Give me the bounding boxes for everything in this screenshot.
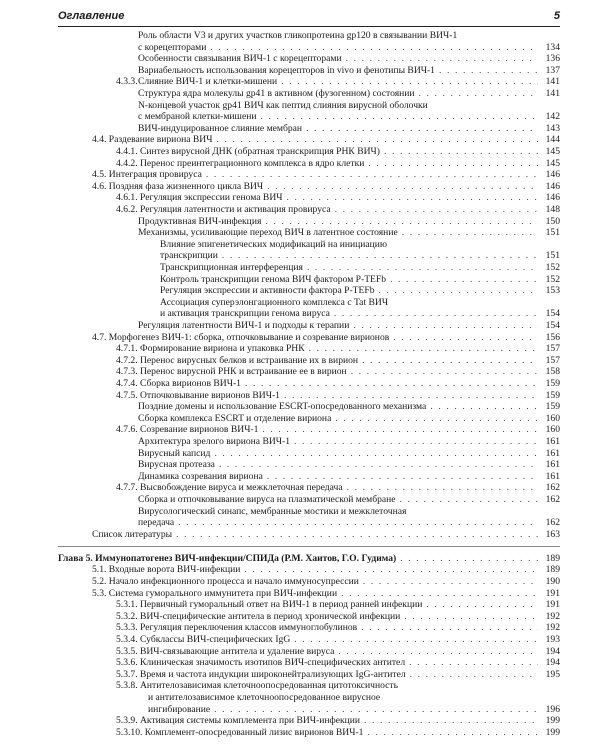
toc-entry xyxy=(0,482,600,494)
toc-page-number: 162 xyxy=(545,494,560,505)
toc-entry xyxy=(0,576,600,588)
toc-entry xyxy=(0,216,600,228)
toc-entry xyxy=(0,158,600,170)
toc-entry-title: 4.6. Поздняя фаза жизненного цикла ВИЧ xyxy=(92,180,264,192)
toc-entry xyxy=(0,53,600,65)
toc-page-number: 137 xyxy=(545,64,560,76)
dot-leader xyxy=(361,622,538,634)
toc-entry-title: 4.6.2. Регуляция латентности и активация провируса xyxy=(116,204,331,215)
toc-entry-title: Список литературы xyxy=(92,528,173,540)
toc-entry-title: 4.7.2. Перенос вирусных белков и встраивание их в вирион xyxy=(116,354,359,366)
toc-page-number: 194 xyxy=(545,657,560,669)
dot-leader xyxy=(426,599,538,611)
toc-entry xyxy=(0,588,600,600)
toc-entry xyxy=(0,669,600,681)
toc-page-number: 145 xyxy=(545,146,560,157)
toc-entry xyxy=(0,413,600,425)
dot-leader xyxy=(244,564,538,576)
toc-page-number: 152 xyxy=(545,262,560,273)
toc-page-number: 159 xyxy=(545,389,560,401)
toc-page-number: 136 xyxy=(545,53,560,65)
toc-page-number: 146 xyxy=(545,169,560,181)
toc-page-number: 145 xyxy=(545,157,560,169)
toc-page-number: 199 xyxy=(545,726,560,738)
dot-leader xyxy=(214,448,538,460)
toc-entry xyxy=(0,134,600,146)
toc-entry-title: и активация транскрипции генома вируса xyxy=(160,308,330,320)
toc-entry-title: 5.3.7. Время и частота индукции широконейтрализующих IgG-антител xyxy=(116,668,406,680)
toc-page-number: 199 xyxy=(545,715,560,727)
toc-entry xyxy=(0,401,600,413)
toc-entry-title: передача xyxy=(138,517,175,529)
dot-leader xyxy=(334,308,538,320)
dot-leader xyxy=(265,216,538,228)
toc-entry xyxy=(0,30,600,42)
toc-page-number: 159 xyxy=(545,401,560,413)
toc-entry xyxy=(0,308,600,320)
toc-page-number: 150 xyxy=(545,215,560,227)
dot-leader xyxy=(338,646,538,658)
dot-leader xyxy=(393,332,538,344)
toc-entry xyxy=(0,297,600,309)
toc-entry-number: 4.3.3. xyxy=(116,76,138,88)
toc-entry xyxy=(0,123,600,135)
toc-entry-title: 5.3.10. Комплемент-опосредованный лизис вирионов ВИЧ-1 xyxy=(116,726,364,738)
dot-leader xyxy=(287,192,539,204)
toc-entry-title: 4.7.7. Высвобождение вируса и межклеточная передача xyxy=(116,482,343,494)
toc-entry-title: Контроль транскрипции генома ВИЧ фактором P-TEFb xyxy=(160,273,387,285)
toc-entry xyxy=(0,529,600,541)
toc-entry-title: Сборка и отпочковывание вируса на плазматической мембране xyxy=(138,494,396,505)
toc-page-number: 161 xyxy=(545,447,560,459)
toc-entry-title: 5.3.4. Субклассы ВИЧ-специфических IgG xyxy=(116,634,291,645)
toc-entry xyxy=(0,494,600,506)
toc-entry xyxy=(0,390,600,402)
toc-entry-title: Влияние эпигенетических модификаций на инициацию xyxy=(160,238,388,250)
toc-entry xyxy=(0,100,600,112)
toc-entry-title: 4.4. Раздевание вириона ВИЧ xyxy=(92,134,213,146)
toc-entry-title: Вирусный капсид xyxy=(138,447,211,459)
toc-page-number: 146 xyxy=(545,192,560,204)
toc-entry xyxy=(0,227,600,239)
toc-entry-title: транскрипции xyxy=(160,250,218,262)
dot-leader xyxy=(206,169,538,181)
toc-entry-title: 5.3.3. Регуляция переключения классов иммуноглобулинов xyxy=(116,622,358,634)
toc-entry xyxy=(0,250,600,262)
toc-entry xyxy=(0,378,600,390)
toc-entry-title: 4.7.4. Сборка вирионов ВИЧ-1 xyxy=(116,378,241,389)
toc-page-number: 151 xyxy=(545,250,560,262)
dot-leader xyxy=(216,134,538,146)
toc-entry-title: 4.7. Морфогенез ВИЧ-1: сборка, отпочковывание и созревание вирионов xyxy=(92,331,390,343)
toc-entry xyxy=(0,448,600,460)
toc-entry xyxy=(0,285,600,297)
toc-entry-title: Структура ядра молекулы gp41 в активном (фузогенном) состоянии xyxy=(138,88,415,99)
dot-leader xyxy=(367,727,538,739)
toc-entry-title: Продуктивная ВИЧ-инфекция xyxy=(138,215,262,227)
toc-entry-title: Архитектура зрелого вириона ВИЧ-1 xyxy=(138,436,291,447)
toc-entry-title: Вирусологический синапс, мембранные мостики и межклеточная xyxy=(138,505,407,517)
toc-entry-title: Слияние ВИЧ-1 и клетки-мишени xyxy=(138,76,278,88)
toc-entry xyxy=(0,332,600,344)
toc-entry-title: Роль области V3 и других участков гликопротеина gp120 в связывании ВИЧ-1 xyxy=(138,30,458,41)
toc-page-number: 161 xyxy=(545,470,560,482)
toc-page-number: 141 xyxy=(545,88,560,99)
dot-leader xyxy=(222,250,538,262)
toc-entry xyxy=(0,727,600,739)
toc-entry-title: Регуляция экспрессии и активности фактора P-TEFb xyxy=(160,285,375,297)
toc-entry xyxy=(0,111,600,123)
dot-leader xyxy=(363,576,538,588)
toc-page-number: 152 xyxy=(545,273,560,285)
dot-leader xyxy=(346,53,538,65)
toc-entry-title: 5.3.8. Антителозависимая клеточноопосредованная цитотоксичность xyxy=(116,680,398,692)
toc-entry xyxy=(0,680,600,692)
toc-page-number: 154 xyxy=(545,308,560,320)
toc-entry-title: Особенности связывания ВИЧ-1 с корецепторами xyxy=(138,53,342,65)
section-separator xyxy=(58,546,560,547)
dot-leader xyxy=(430,401,538,413)
toc-entry-title: 4.4.1. Синтез вирусной ДНК (обратная транскрипция РНК ВИЧ) xyxy=(116,146,380,157)
toc-page-number: 154 xyxy=(545,320,560,331)
toc-entry-title: Механизмы, усиливающие переход ВИЧ в латентное состояние xyxy=(138,227,398,239)
toc-entry xyxy=(0,355,600,367)
toc-page-number: 196 xyxy=(545,703,560,715)
dot-leader xyxy=(335,204,538,216)
toc-entry xyxy=(0,192,600,204)
toc-page-number: 134 xyxy=(545,41,560,53)
toc-page-number: 157 xyxy=(545,354,560,366)
toc-entry xyxy=(0,634,600,646)
toc-entry-title: 4.7.5. Отпочковывание вирионов ВИЧ-1 xyxy=(116,389,280,401)
toc-page-number: 153 xyxy=(545,285,560,297)
toc-entry-title: с корецепторами xyxy=(138,41,207,53)
toc-entry-title: 4.5. Интеграция провируса xyxy=(92,169,202,181)
toc-entry xyxy=(0,459,600,471)
toc-entry-title: Сборка комплекса ESCRT и отделение вириона xyxy=(138,412,332,424)
toc-entry xyxy=(0,622,600,634)
toc-entry xyxy=(0,692,600,704)
toc-entry-title: с мембраной клетки-мишени xyxy=(138,111,257,123)
toc-entry-title: 5.3. Система гуморального иммунитета при ВИЧ-инфекции xyxy=(92,587,338,599)
toc-entry-title: и антителозависимое клеточноопосредованное вирусное xyxy=(148,692,381,703)
dot-leader xyxy=(294,436,538,448)
toc-entry xyxy=(0,611,600,623)
toc-entry xyxy=(0,262,600,274)
toc-page-number: 192 xyxy=(545,610,560,622)
toc-page-number: 160 xyxy=(545,424,560,436)
toc-page-number: 192 xyxy=(545,622,560,634)
dot-leader xyxy=(245,378,538,390)
toc-entry-title: Вирусная протеаза xyxy=(138,459,215,471)
toc-page-number: 158 xyxy=(545,366,560,378)
dot-leader xyxy=(335,413,538,425)
dot-leader xyxy=(400,553,538,565)
dot-leader xyxy=(347,482,538,494)
toc-entry-title: 5.3.2. ВИЧ-специфические антитела в период хронической инфекции xyxy=(116,610,401,622)
toc-entry xyxy=(0,366,600,378)
toc-page-number: 161 xyxy=(545,436,560,447)
dot-leader xyxy=(362,355,538,367)
toc-page-number: 143 xyxy=(545,122,560,134)
dot-leader xyxy=(284,390,538,402)
toc-entry-title: 4.7.3. Перенос вирусной РНК и встраивание ее в вирион xyxy=(116,366,347,378)
toc-entry xyxy=(0,65,600,77)
dot-leader xyxy=(260,111,538,123)
toc-entry-title: 5.3.1. Первичный гуморальный ответ на ВИЧ-1 в период ранней инфекции xyxy=(116,599,423,611)
toc-page-number: 142 xyxy=(545,111,560,123)
toc-entry-title: ВИЧ-индуцированное слияние мембран xyxy=(138,122,303,134)
dot-leader xyxy=(364,715,538,727)
toc-entry-title: N-концевой участок gp41 ВИЧ как пептид слияния вирусной оболочки xyxy=(138,99,428,111)
toc-entry-title: 5.3.6. Клиническая значимость изотипов ВИЧ-специфических антител xyxy=(116,657,406,669)
dot-leader xyxy=(368,158,538,170)
dot-leader xyxy=(419,88,538,100)
toc-entry xyxy=(0,146,600,158)
dot-leader xyxy=(262,424,538,436)
toc-entry xyxy=(0,646,600,658)
page-number: 5 xyxy=(553,10,560,22)
toc-entry xyxy=(0,88,600,100)
toc-page-number: 194 xyxy=(545,645,560,657)
dot-leader xyxy=(353,320,538,332)
toc-entry xyxy=(0,204,600,216)
toc-entry xyxy=(0,715,600,727)
toc-entry-title: 5.2. Начало инфекционного процесса и начало иммуносупрессии xyxy=(92,576,359,587)
toc-page-number: 157 xyxy=(545,343,560,355)
toc-entry-title: Динамика созревания вириона xyxy=(138,470,263,482)
running-title: Оглавление xyxy=(58,10,125,22)
toc-page-number: 160 xyxy=(545,412,560,424)
dot-leader xyxy=(307,262,538,274)
toc-page-number: 161 xyxy=(545,459,560,471)
toc-entry-title: 4.4.2. Перенос преинтеграционного комплекса в ядро клетки xyxy=(116,157,365,169)
toc-page-number: 151 xyxy=(545,227,560,239)
dot-leader xyxy=(409,657,538,669)
dot-leader xyxy=(384,146,538,158)
toc-page-number: 189 xyxy=(545,552,560,564)
toc-entry-title: Вариабельность использования корецепторов in vivo и фенотипы ВИЧ-1 xyxy=(138,64,435,76)
toc-page-number: 159 xyxy=(545,378,560,389)
toc-entry xyxy=(0,471,600,483)
toc-entry xyxy=(0,657,600,669)
toc-entry xyxy=(0,704,600,716)
toc-page-number: 141 xyxy=(545,76,560,88)
toc-entry xyxy=(0,599,600,611)
dot-leader xyxy=(176,529,538,541)
toc-page-number: 162 xyxy=(545,482,560,494)
toc-page-number: 146 xyxy=(545,180,560,192)
toc-entry-title: Поздние домены и использование ESCRT-опосредованного механизма xyxy=(138,401,427,413)
toc-page-number: 193 xyxy=(545,634,560,645)
toc-entry-title: 5.3.9. Активация системы комплемента при ВИЧ-инфекции xyxy=(116,715,361,727)
toc-page-number: 191 xyxy=(545,587,560,599)
toc-entry xyxy=(0,553,600,565)
dot-leader xyxy=(267,181,538,193)
toc-entry xyxy=(0,436,600,448)
toc-entry-title: 5.1. Входные ворота ВИЧ-инфекции xyxy=(92,564,241,576)
dot-leader xyxy=(439,65,538,77)
toc-entry xyxy=(0,424,600,436)
toc-entry xyxy=(0,343,600,355)
toc-page-number: 144 xyxy=(545,134,560,146)
toc-page-number: 162 xyxy=(545,517,560,529)
toc-page-number: 190 xyxy=(545,576,560,587)
toc-entry xyxy=(0,76,600,88)
toc-entry-title: 4.7.6. Созревание вирионов ВИЧ-1 xyxy=(116,424,259,436)
dot-leader xyxy=(294,634,538,646)
toc-page-number: 191 xyxy=(545,599,560,611)
toc-entry-title: 4.7.1. Формирование вириона и упаковка РНК xyxy=(116,343,305,355)
dot-leader xyxy=(351,366,538,378)
toc-entry xyxy=(0,506,600,518)
toc-entry xyxy=(0,564,600,576)
toc-entry xyxy=(0,181,600,193)
toc-entry xyxy=(0,42,600,54)
toc-entry-title: Транскрипционная интерференция xyxy=(160,262,303,273)
toc-entry-title: Ассоциация суперэлонгационного комплекса с Tat ВИЧ xyxy=(160,296,389,308)
toc-page-number: 156 xyxy=(545,331,560,343)
toc-entry xyxy=(0,239,600,251)
toc-entry xyxy=(0,274,600,286)
dot-leader xyxy=(214,704,538,716)
dot-leader xyxy=(341,588,538,600)
dot-leader xyxy=(402,227,538,239)
dot-leader xyxy=(267,471,538,483)
toc-page-number: 189 xyxy=(545,564,560,576)
toc-entry xyxy=(0,169,600,181)
dot-leader xyxy=(404,611,538,623)
dot-leader xyxy=(219,459,538,471)
toc-entry-title: ингибирование xyxy=(148,703,211,715)
toc-entry xyxy=(0,320,600,332)
toc-entry xyxy=(0,517,600,529)
toc-page-number: 148 xyxy=(545,204,560,215)
page-header xyxy=(58,10,560,27)
toc-entry-title: Глава 5. Иммунопатогенез ВИЧ-инфекции/СПИДа (Р.М. Хаитов, Г.О. Гудима) xyxy=(58,552,397,564)
dot-leader xyxy=(306,123,538,135)
toc-entry-title: Регуляция латентности ВИЧ-1 и подходы к терапии xyxy=(138,320,350,331)
dot-leader xyxy=(178,517,538,529)
dot-leader xyxy=(309,343,538,355)
dot-leader xyxy=(379,285,538,297)
dot-leader xyxy=(410,669,538,681)
dot-leader xyxy=(390,274,538,286)
dot-leader xyxy=(400,494,538,506)
dot-leader xyxy=(210,42,538,54)
dot-leader xyxy=(281,76,538,88)
toc-entry-title: 5.3.5. ВИЧ-связывающие антитела и удаление вируса xyxy=(116,645,335,657)
toc-page-number: 163 xyxy=(545,528,560,540)
toc-entry-title: 4.6.1. Регуляция экспрессии генома ВИЧ xyxy=(116,192,283,204)
toc-page-number: 195 xyxy=(545,668,560,680)
